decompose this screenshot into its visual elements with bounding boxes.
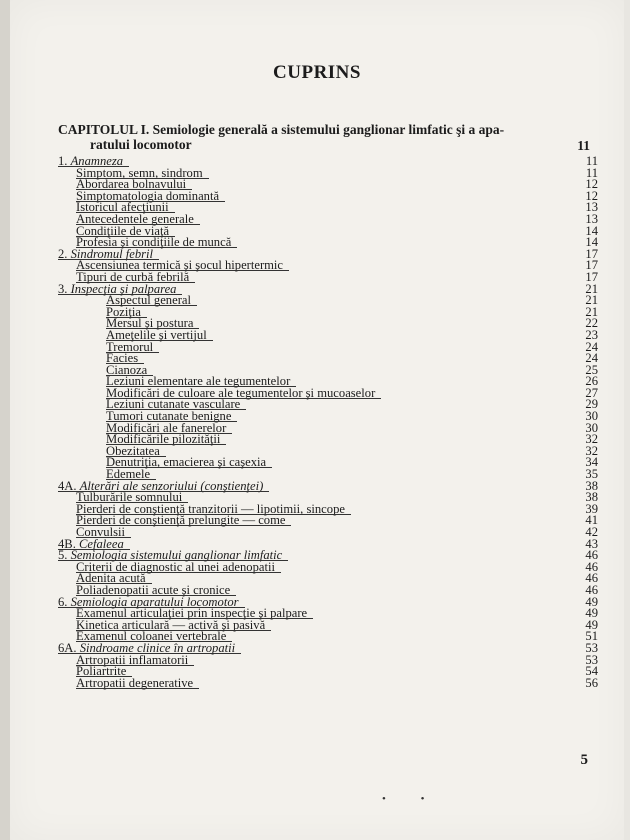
toc-entry-label: Tulburările somnului [76, 490, 183, 505]
toc-page-number: 56 [585, 675, 598, 690]
toc-entry-label: Ameţelile şi vertijul [106, 327, 207, 342]
toc-entry-label: Facies [106, 351, 139, 366]
toc-entry-label: Artropatii inflamatorii [76, 652, 189, 667]
toc-entry[interactable] [58, 213, 598, 225]
toc-page-number: 32 [585, 432, 598, 447]
toc-entry[interactable] [58, 410, 598, 422]
toc-page-number: 13 [585, 200, 598, 215]
toc-page-number: 34 [585, 455, 598, 470]
chapter-page-number: 11 [577, 138, 590, 153]
section-number: 6A. [58, 640, 77, 655]
toc-entry[interactable] [58, 329, 598, 341]
toc-entry-label: Tumori cutanate benigne [106, 409, 232, 424]
toc-page-number: 22 [585, 316, 598, 331]
toc-page-number: 49 [585, 594, 598, 609]
toc-entry-label: Ascensiunea termică şi şocul hipertermic [76, 258, 284, 273]
toc-page-number: 12 [585, 188, 598, 203]
toc-underline-rule [76, 688, 199, 689]
toc-page-number: 46 [585, 548, 598, 563]
page-title: CUPRINS [273, 62, 361, 83]
toc-page-number: 42 [585, 525, 598, 539]
toc-entry-label: Artropatii degenerative [76, 675, 194, 690]
toc-page-number: 46 [585, 571, 598, 586]
toc-entry[interactable] [58, 514, 598, 526]
toc-entry-label: Profesia şi condiţiile de muncă [76, 235, 232, 250]
section-title: Alterări ale senzoriului (conştienţei) [79, 478, 264, 493]
toc-entry[interactable] [58, 665, 598, 677]
toc-entry[interactable] [58, 607, 598, 619]
toc-page-number: 14 [585, 235, 598, 250]
toc-page-number: 49 [585, 617, 598, 632]
toc-page-number: 23 [585, 327, 598, 342]
section-number: 6. [58, 594, 68, 609]
toc-page-number: 27 [585, 385, 598, 400]
toc-entry[interactable] [58, 352, 598, 364]
toc-entry-label: Pierderi de conştienţă prelungite — come [76, 513, 286, 528]
toc-entry-label: Adenita acută [76, 571, 146, 586]
toc-section[interactable] [58, 155, 598, 167]
toc-entry-label: Leziuni elementare ale tegumentelor [106, 374, 291, 389]
section-number: 4A. [58, 478, 77, 493]
toc-page-number: 29 [585, 397, 598, 412]
chapter-heading [58, 122, 598, 152]
toc-entry-label: Denutriţia, emacierea şi caşexia [106, 455, 267, 470]
toc-page-number: 26 [585, 374, 598, 389]
toc-entry-label: Leziuni cutanate vasculare [106, 397, 241, 412]
toc-entry-label: Modificări ale fanerelor [106, 420, 227, 435]
toc-page-number: 39 [585, 501, 598, 516]
toc-entry[interactable] [58, 341, 598, 353]
toc-page-number: 32 [585, 443, 598, 458]
page-number: 5 [580, 752, 588, 768]
section-title: Inspecţia şi palparea [70, 281, 177, 296]
toc-entry-label: Criterii de diagnostic al unei adenopatii [76, 559, 275, 574]
section-number: 4B. [58, 536, 76, 551]
toc-entry[interactable] [58, 654, 598, 666]
section-number: 2. [58, 246, 68, 261]
toc-entry-label: Tipuri de curbă febrilă [76, 269, 190, 284]
toc-section[interactable] [58, 642, 598, 654]
toc-page-number: 46 [585, 559, 598, 574]
toc-page-number: 21 [585, 281, 598, 296]
toc-entry[interactable] [58, 526, 598, 538]
toc-entry-label: Condiţiile de viaţă [76, 223, 170, 238]
section-number: 3. [58, 281, 68, 296]
toc-page-number: 43 [585, 536, 598, 551]
toc-page-number: 12 [585, 177, 598, 192]
toc-page-number: 30 [585, 420, 598, 435]
table-of-contents [58, 155, 598, 688]
footer-dots: • • [382, 793, 441, 805]
toc-page-number: 11 [585, 154, 598, 168]
toc-entry-label: Abordarea bolnavului [76, 177, 187, 192]
toc-page-number: 14 [585, 223, 598, 238]
toc-page-number: 17 [585, 258, 598, 273]
toc-entry-label: Poziţia [106, 304, 141, 319]
toc-page-number: 35 [585, 467, 598, 482]
toc-page-number: 38 [585, 490, 598, 505]
section-number: 5. [58, 548, 68, 563]
toc-entry-label: Convulsii [76, 525, 125, 539]
toc-page-number: 21 [585, 293, 598, 308]
toc-page-number: 17 [585, 246, 598, 261]
toc-entry[interactable] [58, 294, 598, 306]
toc-entry-label: Modificări de culoare ale tegumentelor şi mucoaselor [106, 385, 376, 400]
toc-page-number: 53 [585, 652, 598, 667]
toc-entry-label: Aspectul general [106, 293, 191, 308]
toc-page-number: 11 [585, 165, 598, 180]
toc-entry-label: Obezitatea [106, 443, 160, 458]
toc-entry[interactable] [58, 677, 598, 689]
book-binding [0, 0, 10, 840]
chapter-title-line1: CAPITOLUL I. Semiologie generală a sistemului ganglionar limfatic şi a apa- [58, 122, 505, 137]
toc-page-number: 30 [585, 409, 598, 424]
section-title: Semiologia aparatului locomotor [70, 594, 239, 609]
toc-entry-label: Examenul articulaţiei prin inspecţie şi palpare [76, 606, 308, 621]
toc-entry-label: Istoricul afecţiunii [76, 200, 169, 215]
toc-page-number: 38 [585, 478, 598, 493]
toc-entry-label: Modificările pilozităţii [106, 432, 221, 447]
book-page [10, 0, 624, 840]
toc-entry-label: Pierderi de conştienţă tranzitorii — lipotimii, sincope [76, 501, 345, 516]
toc-entry-label: Poliadenopatii acute şi cronice [76, 582, 231, 597]
toc-entry-label: Poliartrite [76, 664, 127, 679]
toc-entry-label: Edemele [106, 467, 151, 482]
chapter-title-line2: ratului locomotor [90, 137, 192, 152]
toc-page-number: 13 [585, 211, 598, 226]
toc-page-number: 24 [585, 339, 598, 354]
section-title: Anamneza [70, 154, 124, 168]
toc-entry-label: Simptomatologia dominantă [76, 188, 220, 203]
toc-entry-label: Kinetica articulară — activă şi pasivă [76, 617, 266, 632]
toc-entry-label: Tremorul [106, 339, 154, 354]
section-title: Cefaleea [79, 536, 124, 551]
section-number: 1. [58, 154, 68, 168]
toc-entry-label: Examenul coloanei vertebrale [76, 629, 227, 644]
toc-page-number: 21 [585, 304, 598, 319]
toc-entry-label: Antecedentele generale [76, 211, 194, 226]
toc-page-number: 46 [585, 582, 598, 597]
toc-page-number: 25 [585, 362, 598, 377]
toc-page-number: 41 [585, 513, 598, 528]
toc-page-number: 53 [585, 640, 598, 655]
toc-page-number: 24 [585, 351, 598, 366]
section-title: Sindroame clinice în artropatii [79, 640, 236, 655]
section-title: Semiologia sistemului ganglionar limfatic [70, 548, 283, 563]
section-title: Sindromul febril [70, 246, 154, 261]
toc-entry-label: Simptom, semn, sindrom [76, 165, 203, 180]
toc-page-number: 51 [585, 629, 598, 644]
toc-entry-label: Cianoza [106, 362, 148, 377]
toc-entry-label: Mersul şi postura [106, 316, 194, 331]
toc-page-number: 54 [585, 664, 598, 679]
toc-page-number: 17 [585, 269, 598, 284]
toc-page-number: 49 [585, 606, 598, 621]
